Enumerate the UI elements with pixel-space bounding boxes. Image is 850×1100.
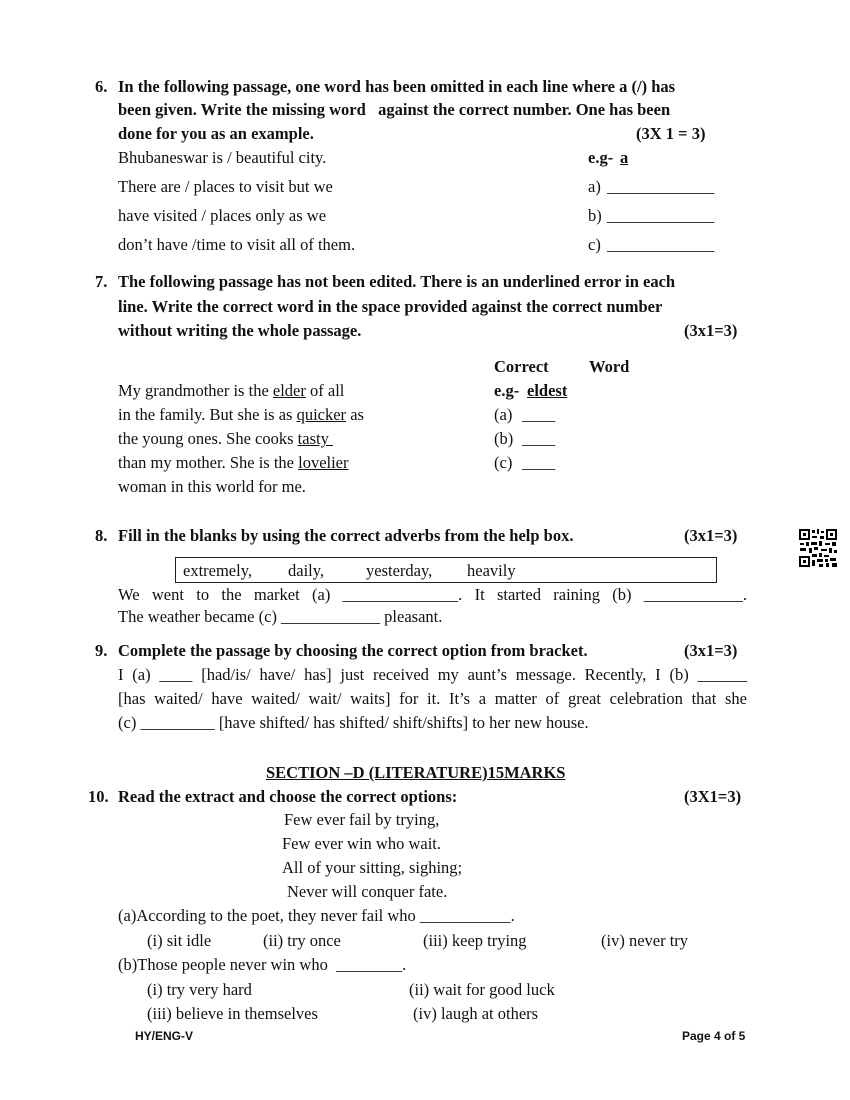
- q6-number: 6.: [95, 77, 108, 96]
- q9-line1: I (a) ____ [had/is/ have/ has] just received my aunt’s message. Recently, I (b) ______: [118, 665, 747, 684]
- q7-example-answer: eldest: [527, 381, 568, 400]
- poem-line: Few ever win who wait.: [282, 834, 442, 853]
- help-box-word: heavily: [467, 561, 516, 580]
- q7-error-word: elder: [272, 381, 306, 400]
- q6-row-label: e.g-: [588, 148, 614, 167]
- q6-row-text: have visited / places only as we: [118, 206, 327, 225]
- q10a-question: (a)According to the poet, they never fail who ___________.: [118, 906, 515, 925]
- q7-text: My grandmother is the: [118, 381, 273, 400]
- q7-text: as: [346, 405, 364, 424]
- q8-line1: We went to the market (a) ______________. It started raining (b) ____________.: [118, 585, 747, 604]
- q7-text: of all: [305, 381, 345, 400]
- help-box-word: daily,: [288, 561, 325, 580]
- q7-text: in the family. But she is as: [118, 405, 297, 424]
- q7-column-header-word: Word: [589, 357, 630, 376]
- q9-marks: (3x1=3): [684, 641, 738, 660]
- q9-line2: [has waited/ have waited/ wait/ waits] for it. It’s a matter of great celebration that she: [118, 689, 747, 708]
- q7-line2: line. Write the correct word in the space provided against the correct number: [118, 297, 663, 316]
- q7-passage-line: [118, 453, 349, 473]
- q7-column-header-correct: Correct: [494, 357, 549, 376]
- q6-line2: been given. Write the missing word against the correct number. One has been: [118, 100, 671, 119]
- q7-passage-line: [118, 429, 333, 449]
- q7-error-word: quicker: [296, 405, 347, 424]
- poem-line: Never will conquer fate.: [287, 882, 448, 901]
- q10b-option: (ii) wait for good luck: [409, 980, 555, 999]
- q10b-option: (iii) believe in themselves: [147, 1004, 318, 1023]
- q6-row-label: b): [588, 206, 602, 225]
- q7-answer-blank: ____: [522, 405, 555, 424]
- q10a-option: (iii) keep trying: [423, 931, 527, 950]
- q9-number: 9.: [95, 641, 108, 660]
- q7-error-word: lovelier: [298, 453, 349, 472]
- help-box-word: extremely,: [183, 561, 253, 580]
- q7-line3: without writing the whole passage.: [118, 321, 362, 340]
- q9-title: Complete the passage by choosing the correct option from bracket.: [118, 641, 588, 660]
- q6-row-label: c): [588, 235, 601, 254]
- poem-line: Few ever fail by trying,: [284, 810, 440, 829]
- q6-row-text: don’t have /time to visit all of them.: [118, 235, 356, 254]
- q7-passage-line: [118, 381, 344, 401]
- page-number: Page 4 of 5: [682, 1029, 746, 1043]
- q10a-option: (ii) try once: [263, 931, 341, 950]
- q8-number: 8.: [95, 526, 108, 545]
- qr-code-icon: [798, 528, 838, 568]
- help-box-word: yesterday,: [366, 561, 433, 580]
- help-box: [175, 557, 717, 583]
- q9-line3: (c) _________ [have shifted/ has shifted/ shift/shifts] to her new house.: [118, 713, 589, 732]
- q8-line2: The weather became (c) ____________ pleasant.: [118, 607, 443, 626]
- q10-number: 10.: [88, 787, 109, 806]
- q10b-option: (i) try very hard: [147, 980, 252, 999]
- q7-row-label: (b): [494, 429, 514, 448]
- q7-passage-line: woman in this world for me.: [118, 477, 306, 496]
- footer-code: HY/ENG-V: [135, 1029, 194, 1043]
- q6-line1: In the following passage, one word has been omitted in each line where a (/) has: [118, 77, 676, 96]
- q7-text: than my mother. She is the: [118, 453, 299, 472]
- q6-row-label: a): [588, 177, 601, 196]
- q7-answer-blank: ____: [522, 429, 555, 448]
- q7-row-label: (a): [494, 405, 513, 424]
- q6-answer-blank: _____________: [607, 235, 715, 254]
- q6-row-text: Bhubaneswar is / beautiful city.: [118, 148, 327, 167]
- q10b-question: (b)Those people never win who ________.: [118, 955, 407, 974]
- section-d-heading: SECTION –D (LITERATURE)15MARKS: [266, 763, 566, 782]
- q8-title: Fill in the blanks by using the correct adverbs from the help box.: [118, 526, 574, 545]
- q7-error-word: tasty: [297, 429, 333, 448]
- q7-number: 7.: [95, 272, 108, 291]
- q8-marks: (3x1=3): [684, 526, 738, 545]
- q7-passage-line: [118, 405, 364, 425]
- q10a-option: (i) sit idle: [147, 931, 212, 950]
- q7-text: the young ones. She cooks: [118, 429, 298, 448]
- q6-answer-blank: _____________: [607, 206, 715, 225]
- q7-row-label: (c): [494, 453, 513, 472]
- q6-line3: done for you as an example.: [118, 124, 314, 143]
- q6-marks: (3X 1 = 3): [636, 124, 706, 143]
- poem-line: All of your sitting, sighing;: [282, 858, 463, 877]
- q7-answer-blank: ____: [522, 453, 555, 472]
- q6-answer-blank: _____________: [607, 177, 715, 196]
- q7-marks: (3x1=3): [684, 321, 738, 340]
- q10-marks: (3X1=3): [684, 787, 742, 806]
- q10a-option: (iv) never try: [601, 931, 689, 950]
- q7-row-label: e.g-: [494, 381, 520, 400]
- q10b-option: (iv) laugh at others: [413, 1004, 539, 1023]
- q7-line1: The following passage has not been edited. There is an underlined error in each: [118, 272, 676, 291]
- q6-row-text: There are / places to visit but we: [118, 177, 333, 196]
- q10-title: Read the extract and choose the correct options:: [118, 787, 458, 806]
- q6-example-answer: a: [620, 148, 629, 167]
